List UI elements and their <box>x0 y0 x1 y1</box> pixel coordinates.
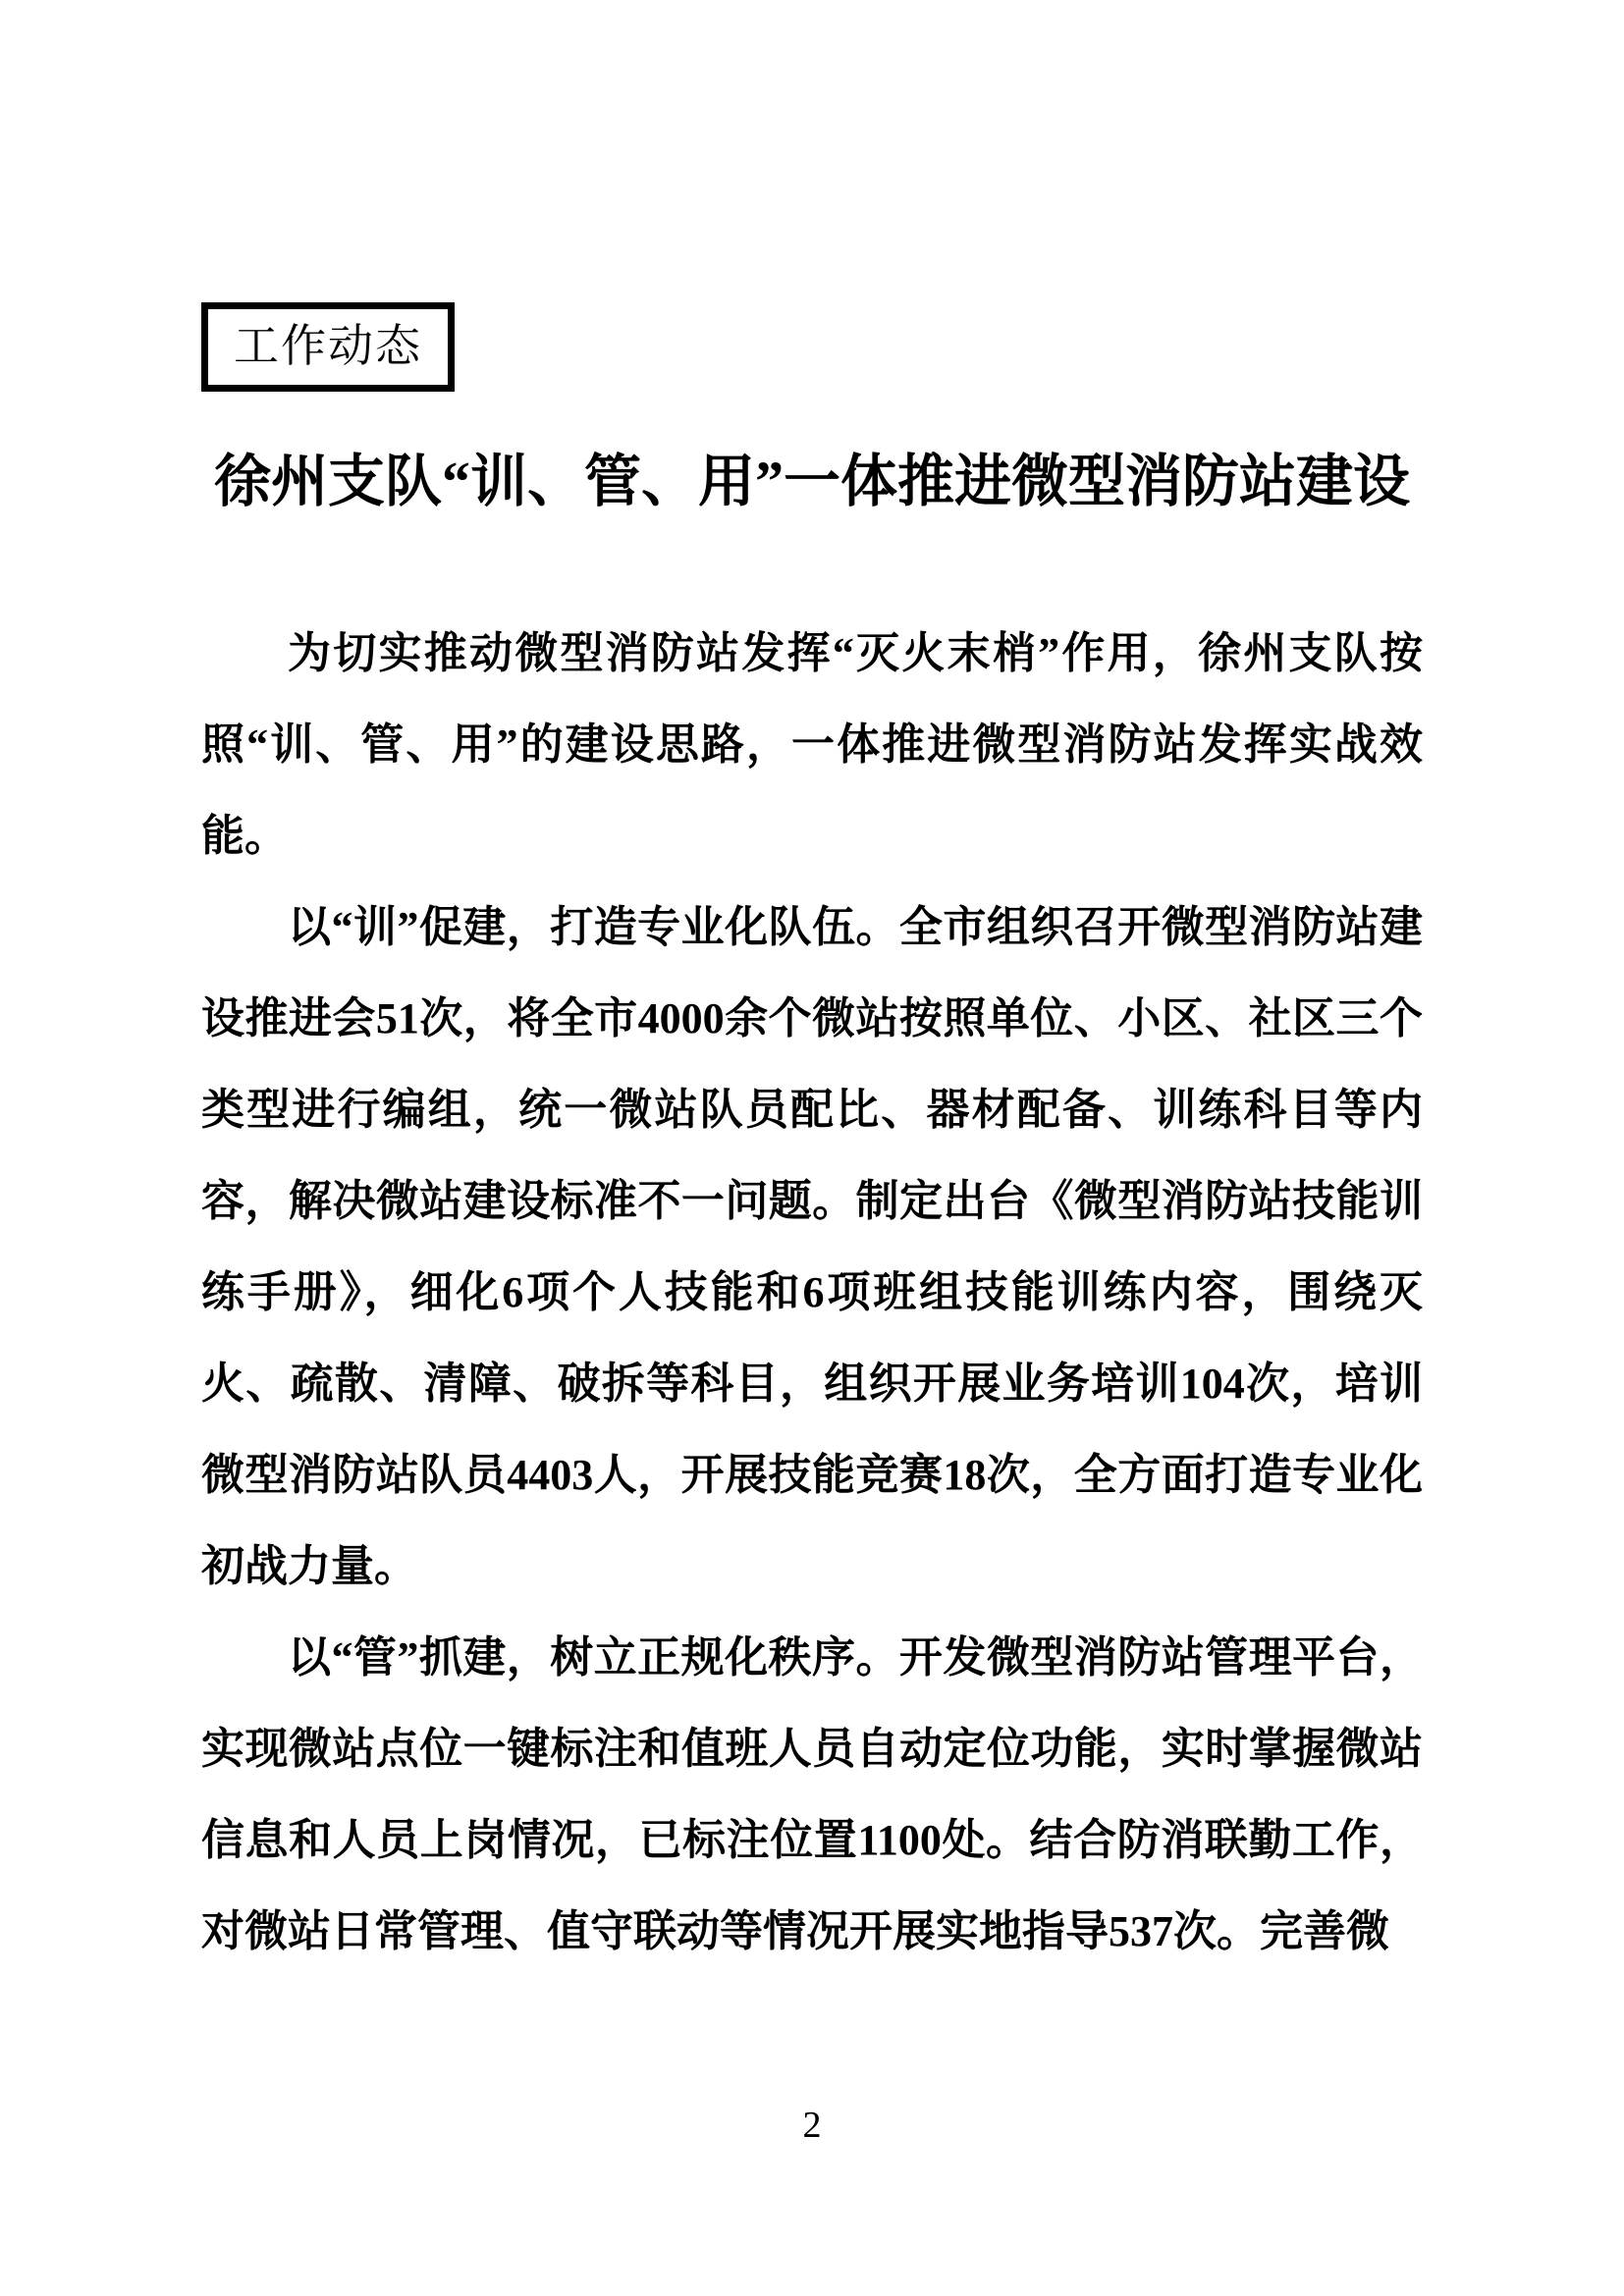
paragraph-management: 以“管”抓建，树立正规化秩序。开发微型消防站管理平台，实现微站点位一键标注和值班人员自动定位功能，实时掌握微站信息和人员上岗情况，已标注位置1100处。结合防消联勤工作，对微站日常管理、值守联动等情况开展实地指导537次。完善微 <box>201 1632 1423 1955</box>
article-body <box>201 608 1423 1977</box>
section-label: 工作动态 <box>234 320 422 371</box>
article-title: 徐州支队“训、管、用”一体推进微型消防站建设 <box>213 449 1410 513</box>
paragraph-training: 以“训”促建，打造专业化队伍。全市组织召开微型消防站建设推进会51次，将全市4000余个微站按照单位、小区、社区三个类型进行编组，统一微站队员配比、器材配备、训练科目等内容，解决微站建设标准不一问题。制定出台《微型消防站技能训练手册》，细化6项个人技能和6项班组技能训练内容，围绕灭火、疏散、清障、破拆等科目，组织开展业务培训104次，培训微型消防站队员4403人，开展技能竞赛18次，全方面打造专业化初战力量。 <box>201 902 1423 1590</box>
section-label-box <box>201 302 455 392</box>
paragraph-intro: 为切实推动微型消防站发挥“灭火末梢”作用，徐州支队按照“训、管、用”的建设思路，一体推进微型消防站发挥实战效能。 <box>201 628 1423 860</box>
page-number: 2 <box>802 2105 822 2146</box>
page-content <box>201 0 1423 1977</box>
